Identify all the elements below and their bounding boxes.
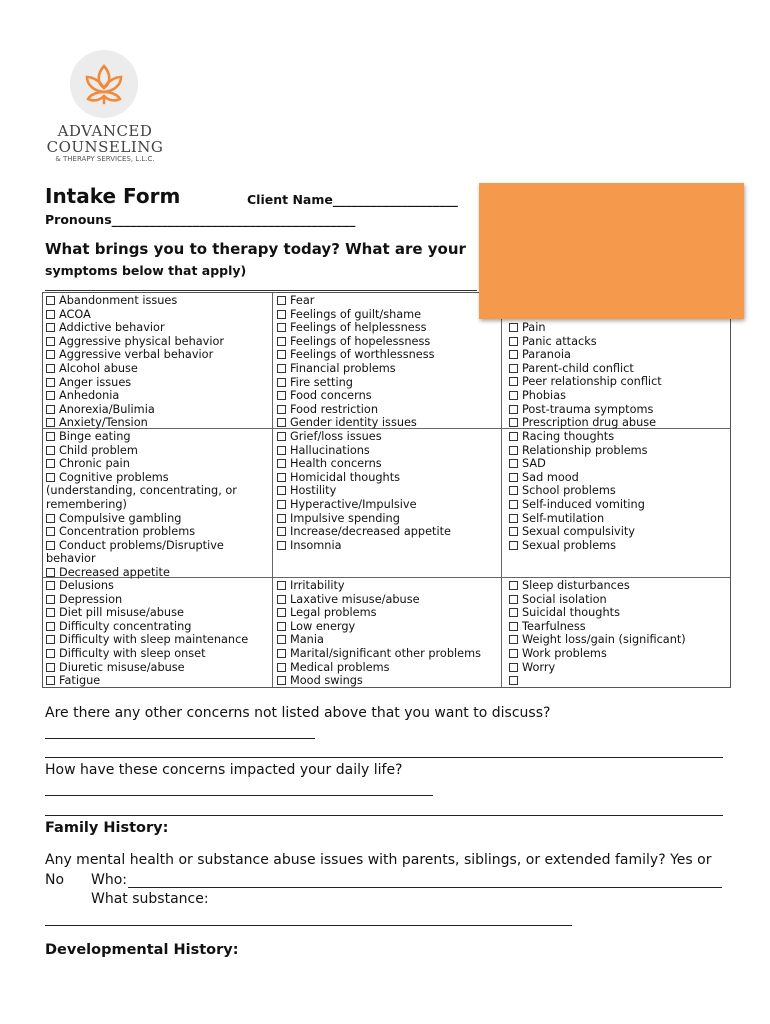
checkbox-icon[interactable] xyxy=(46,378,55,387)
symptom-item[interactable] xyxy=(277,444,451,458)
symptom-item[interactable] xyxy=(277,606,481,620)
symptom-label: Grief/loss issues xyxy=(290,430,382,443)
symptom-label: Insomnia xyxy=(290,538,342,552)
symptom-label: Weight loss/gain (significant) xyxy=(522,633,686,647)
symptom-item[interactable] xyxy=(509,321,662,335)
symptom-item[interactable] xyxy=(509,362,662,376)
checkbox-icon[interactable] xyxy=(509,418,518,427)
checkbox-icon[interactable] xyxy=(277,486,286,495)
symptom-label: Increase/decreased appetite xyxy=(290,525,451,539)
symptom-label: Relationship problems xyxy=(522,443,648,457)
checkbox-icon[interactable] xyxy=(509,649,518,658)
checkbox-icon[interactable] xyxy=(277,622,286,631)
symptom-item[interactable] xyxy=(46,471,237,485)
symptom-checklist-table xyxy=(42,292,731,688)
symptom-item[interactable] xyxy=(509,389,662,403)
checkbox-icon[interactable] xyxy=(277,608,286,617)
checkbox-icon[interactable] xyxy=(509,446,518,455)
symptom-label: Depression xyxy=(59,592,123,606)
checkbox-icon[interactable] xyxy=(509,608,518,617)
symptom-label: Peer relationship conflict xyxy=(522,375,662,389)
symptom-item[interactable] xyxy=(277,674,481,688)
symptom-item[interactable] xyxy=(46,606,248,620)
symptom-cell xyxy=(277,579,481,688)
symptom-label: Panic attacks xyxy=(522,334,597,348)
symptom-label: Diet pill misuse/abuse xyxy=(59,606,184,620)
symptom-item[interactable] xyxy=(277,647,481,661)
checkbox-icon[interactable] xyxy=(46,405,55,414)
impact-answer-line[interactable] xyxy=(45,795,433,796)
symptom-label: Laxative misuse/abuse xyxy=(290,592,420,606)
symptom-item[interactable] xyxy=(46,579,248,593)
symptom-label: Anorexia/Bulimia xyxy=(59,402,155,416)
checkbox-icon[interactable] xyxy=(46,514,55,523)
checkbox-icon[interactable] xyxy=(46,296,55,305)
symptom-label: School problems xyxy=(522,484,616,498)
checkbox-icon[interactable] xyxy=(277,473,286,482)
checkbox-icon[interactable] xyxy=(509,337,518,346)
symptom-item[interactable] xyxy=(46,512,237,526)
symptom-item[interactable] xyxy=(277,512,451,526)
symptom-label: Self-mutilation xyxy=(522,511,605,525)
symptom-label: Delusions xyxy=(59,579,114,592)
symptom-label: Anhedonia xyxy=(59,389,120,403)
checkbox-icon[interactable] xyxy=(46,595,55,604)
symptom-cell xyxy=(509,579,686,688)
column-divider xyxy=(501,293,502,687)
client-name-field[interactable]: Client Name____________________ xyxy=(247,192,458,207)
symptom-label: Diuretic misuse/abuse xyxy=(59,660,185,674)
symptom-label: Compulsive gambling xyxy=(59,511,182,525)
symptom-item[interactable] xyxy=(46,620,248,634)
symptom-item[interactable] xyxy=(509,348,662,362)
symptom-item[interactable] xyxy=(277,376,434,390)
checkbox-icon[interactable] xyxy=(46,649,55,658)
symptom-item[interactable] xyxy=(277,416,434,430)
symptom-item[interactable] xyxy=(46,674,248,688)
symptom-label: Conduct problems/Disruptive xyxy=(59,538,224,552)
symptom-item[interactable] xyxy=(509,457,648,471)
logo-name-line1: ADVANCED xyxy=(57,122,153,140)
checkbox-icon[interactable] xyxy=(509,486,518,495)
checkbox-icon[interactable] xyxy=(277,446,286,455)
symptom-label: Alcohol abuse xyxy=(59,361,138,375)
symptom-label: Feelings of worthlessness xyxy=(290,348,435,362)
symptom-item[interactable] xyxy=(277,348,434,362)
symptom-label: Hallucinations xyxy=(290,443,370,457)
symptom-label: Mania xyxy=(290,633,324,647)
symptom-label: Binge eating xyxy=(59,430,131,443)
symptom-item[interactable] xyxy=(277,661,481,675)
pronouns-field[interactable]: Pronouns_______________________________________ xyxy=(45,212,356,227)
symptom-label: Worry xyxy=(522,660,556,674)
symptom-item[interactable] xyxy=(46,362,224,376)
checkbox-icon[interactable] xyxy=(277,649,286,658)
symptom-item[interactable] xyxy=(509,498,648,512)
checkbox-icon[interactable] xyxy=(509,432,518,441)
symptom-item[interactable] xyxy=(46,321,224,335)
symptom-label: Impulsive spending xyxy=(290,511,400,525)
checkbox-icon[interactable] xyxy=(277,432,286,441)
checkbox-icon[interactable] xyxy=(509,581,518,590)
checkbox-icon[interactable] xyxy=(509,405,518,414)
symptom-label: (understanding, concentrating, or xyxy=(46,484,237,498)
symptom-item[interactable] xyxy=(277,321,434,335)
symptom-label: Difficulty with sleep maintenance xyxy=(59,633,249,647)
symptom-item[interactable] xyxy=(46,376,224,390)
checkbox-icon[interactable] xyxy=(46,568,55,577)
form-title: Intake Form xyxy=(45,184,181,208)
checkbox-icon[interactable] xyxy=(509,622,518,631)
symptom-item[interactable] xyxy=(509,430,648,444)
checkbox-icon[interactable] xyxy=(277,595,286,604)
checkbox-icon[interactable] xyxy=(509,500,518,509)
symptom-item[interactable] xyxy=(509,525,648,539)
checkbox-icon[interactable] xyxy=(46,391,55,400)
checkbox-icon[interactable] xyxy=(277,500,286,509)
symptom-label: Cognitive problems xyxy=(59,470,169,484)
symptom-label: Irritability xyxy=(290,579,345,592)
symptom-label: Marital/significant other problems xyxy=(290,646,481,660)
checkbox-icon[interactable] xyxy=(46,622,55,631)
symptom-item[interactable] xyxy=(277,335,434,349)
checkbox-icon[interactable] xyxy=(509,459,518,468)
symptom-item[interactable] xyxy=(509,661,686,675)
symptom-item[interactable] xyxy=(509,335,662,349)
symptom-label: Work problems xyxy=(522,646,607,660)
symptom-item[interactable] xyxy=(509,416,662,430)
checkbox-icon[interactable] xyxy=(509,364,518,373)
checkbox-icon[interactable] xyxy=(509,391,518,400)
symptom-item[interactable] xyxy=(46,308,224,322)
symptom-label: Food restriction xyxy=(290,402,378,416)
column-divider xyxy=(272,293,273,687)
symptom-item[interactable] xyxy=(277,579,481,593)
symptom-label: Decreased appetite xyxy=(59,565,170,579)
who-answer-line[interactable] xyxy=(128,887,722,888)
symptom-item[interactable] xyxy=(46,566,237,580)
checkbox-icon[interactable] xyxy=(46,527,55,536)
symptom-item[interactable] xyxy=(509,633,686,647)
symptom-label: Legal problems xyxy=(290,606,377,620)
symptom-label: Phobias xyxy=(522,388,567,402)
symptom-label: Concentration problems xyxy=(59,525,196,539)
symptom-label: Feelings of hopelessness xyxy=(290,334,431,348)
symptom-label: Health concerns xyxy=(290,457,382,471)
symptom-label: Medical problems xyxy=(290,660,390,674)
checkbox-icon[interactable] xyxy=(46,608,55,617)
checkbox-icon[interactable] xyxy=(277,541,286,550)
symptom-item[interactable] xyxy=(46,593,248,607)
symptom-item[interactable] xyxy=(509,674,686,688)
checkbox-icon[interactable] xyxy=(509,377,518,386)
symptom-label: Feelings of guilt/shame xyxy=(290,307,422,321)
symptom-item[interactable] xyxy=(509,593,686,607)
checkbox-icon[interactable] xyxy=(46,446,55,455)
checkbox-icon[interactable] xyxy=(46,635,55,644)
checkbox-icon[interactable] xyxy=(277,663,286,672)
symptom-cell xyxy=(277,430,451,552)
who-label: Who: xyxy=(91,872,127,888)
symptom-label: Parent-child conflict xyxy=(522,361,634,375)
checkbox-icon[interactable] xyxy=(509,635,518,644)
symptom-label: Food concerns xyxy=(290,389,372,403)
checkbox-icon[interactable] xyxy=(277,676,286,685)
symptom-cell xyxy=(509,430,648,552)
symptom-item[interactable] xyxy=(46,416,224,430)
symptom-label: Sexual problems xyxy=(522,538,617,552)
checkbox-icon[interactable] xyxy=(277,581,286,590)
family-history-question: Any mental health or substance abuse issues with parents, siblings, or extended family? Yes or xyxy=(45,852,712,868)
checkbox-icon[interactable] xyxy=(509,541,518,550)
symptom-label: Prescription drug abuse xyxy=(522,416,657,430)
symptom-item[interactable] xyxy=(509,606,686,620)
symptom-item[interactable] xyxy=(46,389,224,403)
checkbox-icon[interactable] xyxy=(46,432,55,441)
checkbox-icon[interactable] xyxy=(277,364,286,373)
symptom-item[interactable] xyxy=(46,348,224,362)
impact-answer-line[interactable] xyxy=(45,815,723,816)
symptom-cell xyxy=(46,430,237,580)
symptom-label: Hostility xyxy=(290,484,337,498)
checkbox-icon[interactable] xyxy=(509,595,518,604)
symptom-item[interactable] xyxy=(277,308,434,322)
symptom-item[interactable] xyxy=(46,335,224,349)
symptom-label: Addictive behavior xyxy=(59,321,165,335)
checkbox-icon[interactable] xyxy=(277,296,286,305)
redaction-block xyxy=(479,183,744,319)
symptom-item[interactable] xyxy=(277,457,451,471)
symptom-item[interactable] xyxy=(46,525,237,539)
checkbox-icon[interactable] xyxy=(509,663,518,672)
checkbox-icon[interactable] xyxy=(277,527,286,536)
checkbox-icon[interactable] xyxy=(277,310,286,319)
symptom-item[interactable] xyxy=(46,661,248,675)
family-history-heading: Family History: xyxy=(45,820,169,836)
symptom-label: Sexual compulsivity xyxy=(522,525,635,539)
symptom-item[interactable] xyxy=(509,403,662,417)
symptom-label: Sleep disturbances xyxy=(522,579,630,592)
checkbox-icon[interactable] xyxy=(46,581,55,590)
checkbox-icon[interactable] xyxy=(277,323,286,332)
symptom-label: behavior xyxy=(46,552,96,566)
checkbox-icon[interactable] xyxy=(277,459,286,468)
symptom-label: Anger issues xyxy=(59,375,132,389)
symptom-cell xyxy=(46,294,224,430)
symptom-item[interactable] xyxy=(277,484,451,498)
checkbox-icon[interactable] xyxy=(46,676,55,685)
symptom-label: Pain xyxy=(522,321,546,334)
symptom-item[interactable] xyxy=(46,444,237,458)
symptom-label: Aggressive verbal behavior xyxy=(59,348,214,362)
symptom-label: Sad mood xyxy=(522,470,579,484)
symptom-item xyxy=(46,552,237,566)
symptom-item xyxy=(46,484,237,498)
symptom-label: Aggressive physical behavior xyxy=(59,334,225,348)
substance-label: What substance: xyxy=(91,891,209,907)
checkbox-icon[interactable] xyxy=(277,514,286,523)
symptom-item[interactable] xyxy=(277,593,481,607)
symptom-item[interactable] xyxy=(509,375,662,389)
symptom-item[interactable] xyxy=(509,484,648,498)
checkbox-icon[interactable] xyxy=(277,350,286,359)
symptom-item[interactable] xyxy=(46,457,237,471)
symptom-label: Fatigue xyxy=(59,674,101,688)
checkbox-icon[interactable] xyxy=(509,676,518,685)
symptom-cell xyxy=(277,294,434,430)
symptom-item[interactable] xyxy=(46,647,248,661)
symptom-label: SAD xyxy=(522,457,546,471)
symptom-label: Feelings of helplessness xyxy=(290,321,427,335)
symptom-label: Low energy xyxy=(290,619,356,633)
checkbox-icon[interactable] xyxy=(46,473,55,482)
symptom-item[interactable] xyxy=(277,633,481,647)
symptom-label: Racing thoughts xyxy=(522,430,615,443)
checkbox-icon[interactable] xyxy=(509,350,518,359)
symptom-item[interactable] xyxy=(46,633,248,647)
symptom-item[interactable] xyxy=(509,471,648,485)
other-concerns-question: Are there any other concerns not listed above that you want to discuss? xyxy=(45,705,551,721)
symptom-label: Fear xyxy=(290,294,315,307)
symptom-item[interactable] xyxy=(277,362,434,376)
symptom-label: Tearfulness xyxy=(522,619,586,633)
other-concerns-answer-line[interactable] xyxy=(45,738,315,739)
symptom-label: Post-trauma symptoms xyxy=(522,402,654,416)
symptom-item[interactable] xyxy=(46,430,237,444)
symptom-item[interactable] xyxy=(277,389,434,403)
checkbox-icon[interactable] xyxy=(46,337,55,346)
symptom-item[interactable] xyxy=(509,539,648,553)
symptom-item[interactable] xyxy=(277,620,481,634)
logo-tagline: & THERAPY SERVICES, L.L.C. xyxy=(55,155,155,163)
symptom-label: Anxiety/Tension xyxy=(59,416,148,430)
impact-question: How have these concerns impacted your daily life? xyxy=(45,762,403,778)
symptom-item[interactable] xyxy=(277,294,434,308)
symptom-label: Chronic pain xyxy=(59,457,130,471)
symptom-item[interactable] xyxy=(277,471,451,485)
symptom-label: Paranoia xyxy=(522,348,571,362)
symptom-label: ACOA xyxy=(59,307,91,321)
symptom-label: Self-induced vomiting xyxy=(522,497,645,511)
symptom-cell xyxy=(509,321,662,430)
checkbox-icon[interactable] xyxy=(46,364,55,373)
checkbox-icon[interactable] xyxy=(46,323,55,332)
symptom-label: Mood swings xyxy=(290,674,363,688)
checkbox-icon[interactable] xyxy=(509,473,518,482)
symptom-item[interactable] xyxy=(509,579,686,593)
symptom-item xyxy=(46,498,237,512)
symptom-item[interactable] xyxy=(509,512,648,526)
symptom-label: Homicidal thoughts xyxy=(290,470,401,484)
checkbox-icon[interactable] xyxy=(277,391,286,400)
checkbox-icon[interactable] xyxy=(277,337,286,346)
symptom-label: Hyperactive/Impulsive xyxy=(290,497,417,511)
symptom-label: Abandonment issues xyxy=(59,294,178,307)
symptom-cell xyxy=(46,579,248,688)
checkbox-icon[interactable] xyxy=(277,635,286,644)
checkbox-icon[interactable] xyxy=(46,418,55,427)
substance-answer-line[interactable] xyxy=(45,925,572,926)
symptom-item[interactable] xyxy=(277,539,451,553)
symptom-item[interactable] xyxy=(46,294,224,308)
symptom-label: Gender identity issues xyxy=(290,416,417,430)
symptom-label: remembering) xyxy=(46,497,127,511)
symptom-item[interactable] xyxy=(277,498,451,512)
header-rule xyxy=(45,290,477,291)
symptom-label: Difficulty with sleep onset xyxy=(59,646,206,660)
checkbox-icon[interactable] xyxy=(46,459,55,468)
checkbox-icon[interactable] xyxy=(277,418,286,427)
symptom-item[interactable] xyxy=(277,525,451,539)
checkbox-icon[interactable] xyxy=(46,541,55,550)
symptom-label: Social isolation xyxy=(522,592,607,606)
symptom-item[interactable] xyxy=(509,620,686,634)
symptom-label: Financial problems xyxy=(290,361,396,375)
logo-name-line2: COUNSELING xyxy=(46,138,164,156)
other-concerns-answer-line[interactable] xyxy=(45,757,723,758)
checkbox-icon[interactable] xyxy=(46,350,55,359)
symptom-item[interactable] xyxy=(46,539,237,553)
symptom-label: Difficulty concentrating xyxy=(59,619,192,633)
checkbox-icon[interactable] xyxy=(46,310,55,319)
checkbox-icon[interactable] xyxy=(509,527,518,536)
logo-mark xyxy=(70,50,138,118)
checkbox-icon[interactable] xyxy=(277,405,286,414)
checkbox-icon[interactable] xyxy=(509,514,518,523)
symptom-item[interactable] xyxy=(509,647,686,661)
symptom-label: Fire setting xyxy=(290,375,353,389)
checkbox-icon[interactable] xyxy=(46,663,55,672)
symptom-label: Suicidal thoughts xyxy=(522,606,620,620)
lotus-icon xyxy=(70,50,138,118)
symptom-item[interactable] xyxy=(46,403,224,417)
therapy-question: What brings you to therapy today? What are your xyxy=(45,240,466,258)
therapy-question-continued: symptoms below that apply) xyxy=(45,263,247,278)
symptom-label: Child problem xyxy=(59,443,138,457)
symptom-item[interactable] xyxy=(277,430,451,444)
no-option[interactable]: No xyxy=(45,872,65,888)
symptom-item[interactable] xyxy=(509,444,648,458)
checkbox-icon[interactable] xyxy=(277,378,286,387)
symptom-item[interactable] xyxy=(277,403,434,417)
developmental-history-heading: Developmental History: xyxy=(45,942,239,958)
checkbox-icon[interactable] xyxy=(509,323,518,332)
